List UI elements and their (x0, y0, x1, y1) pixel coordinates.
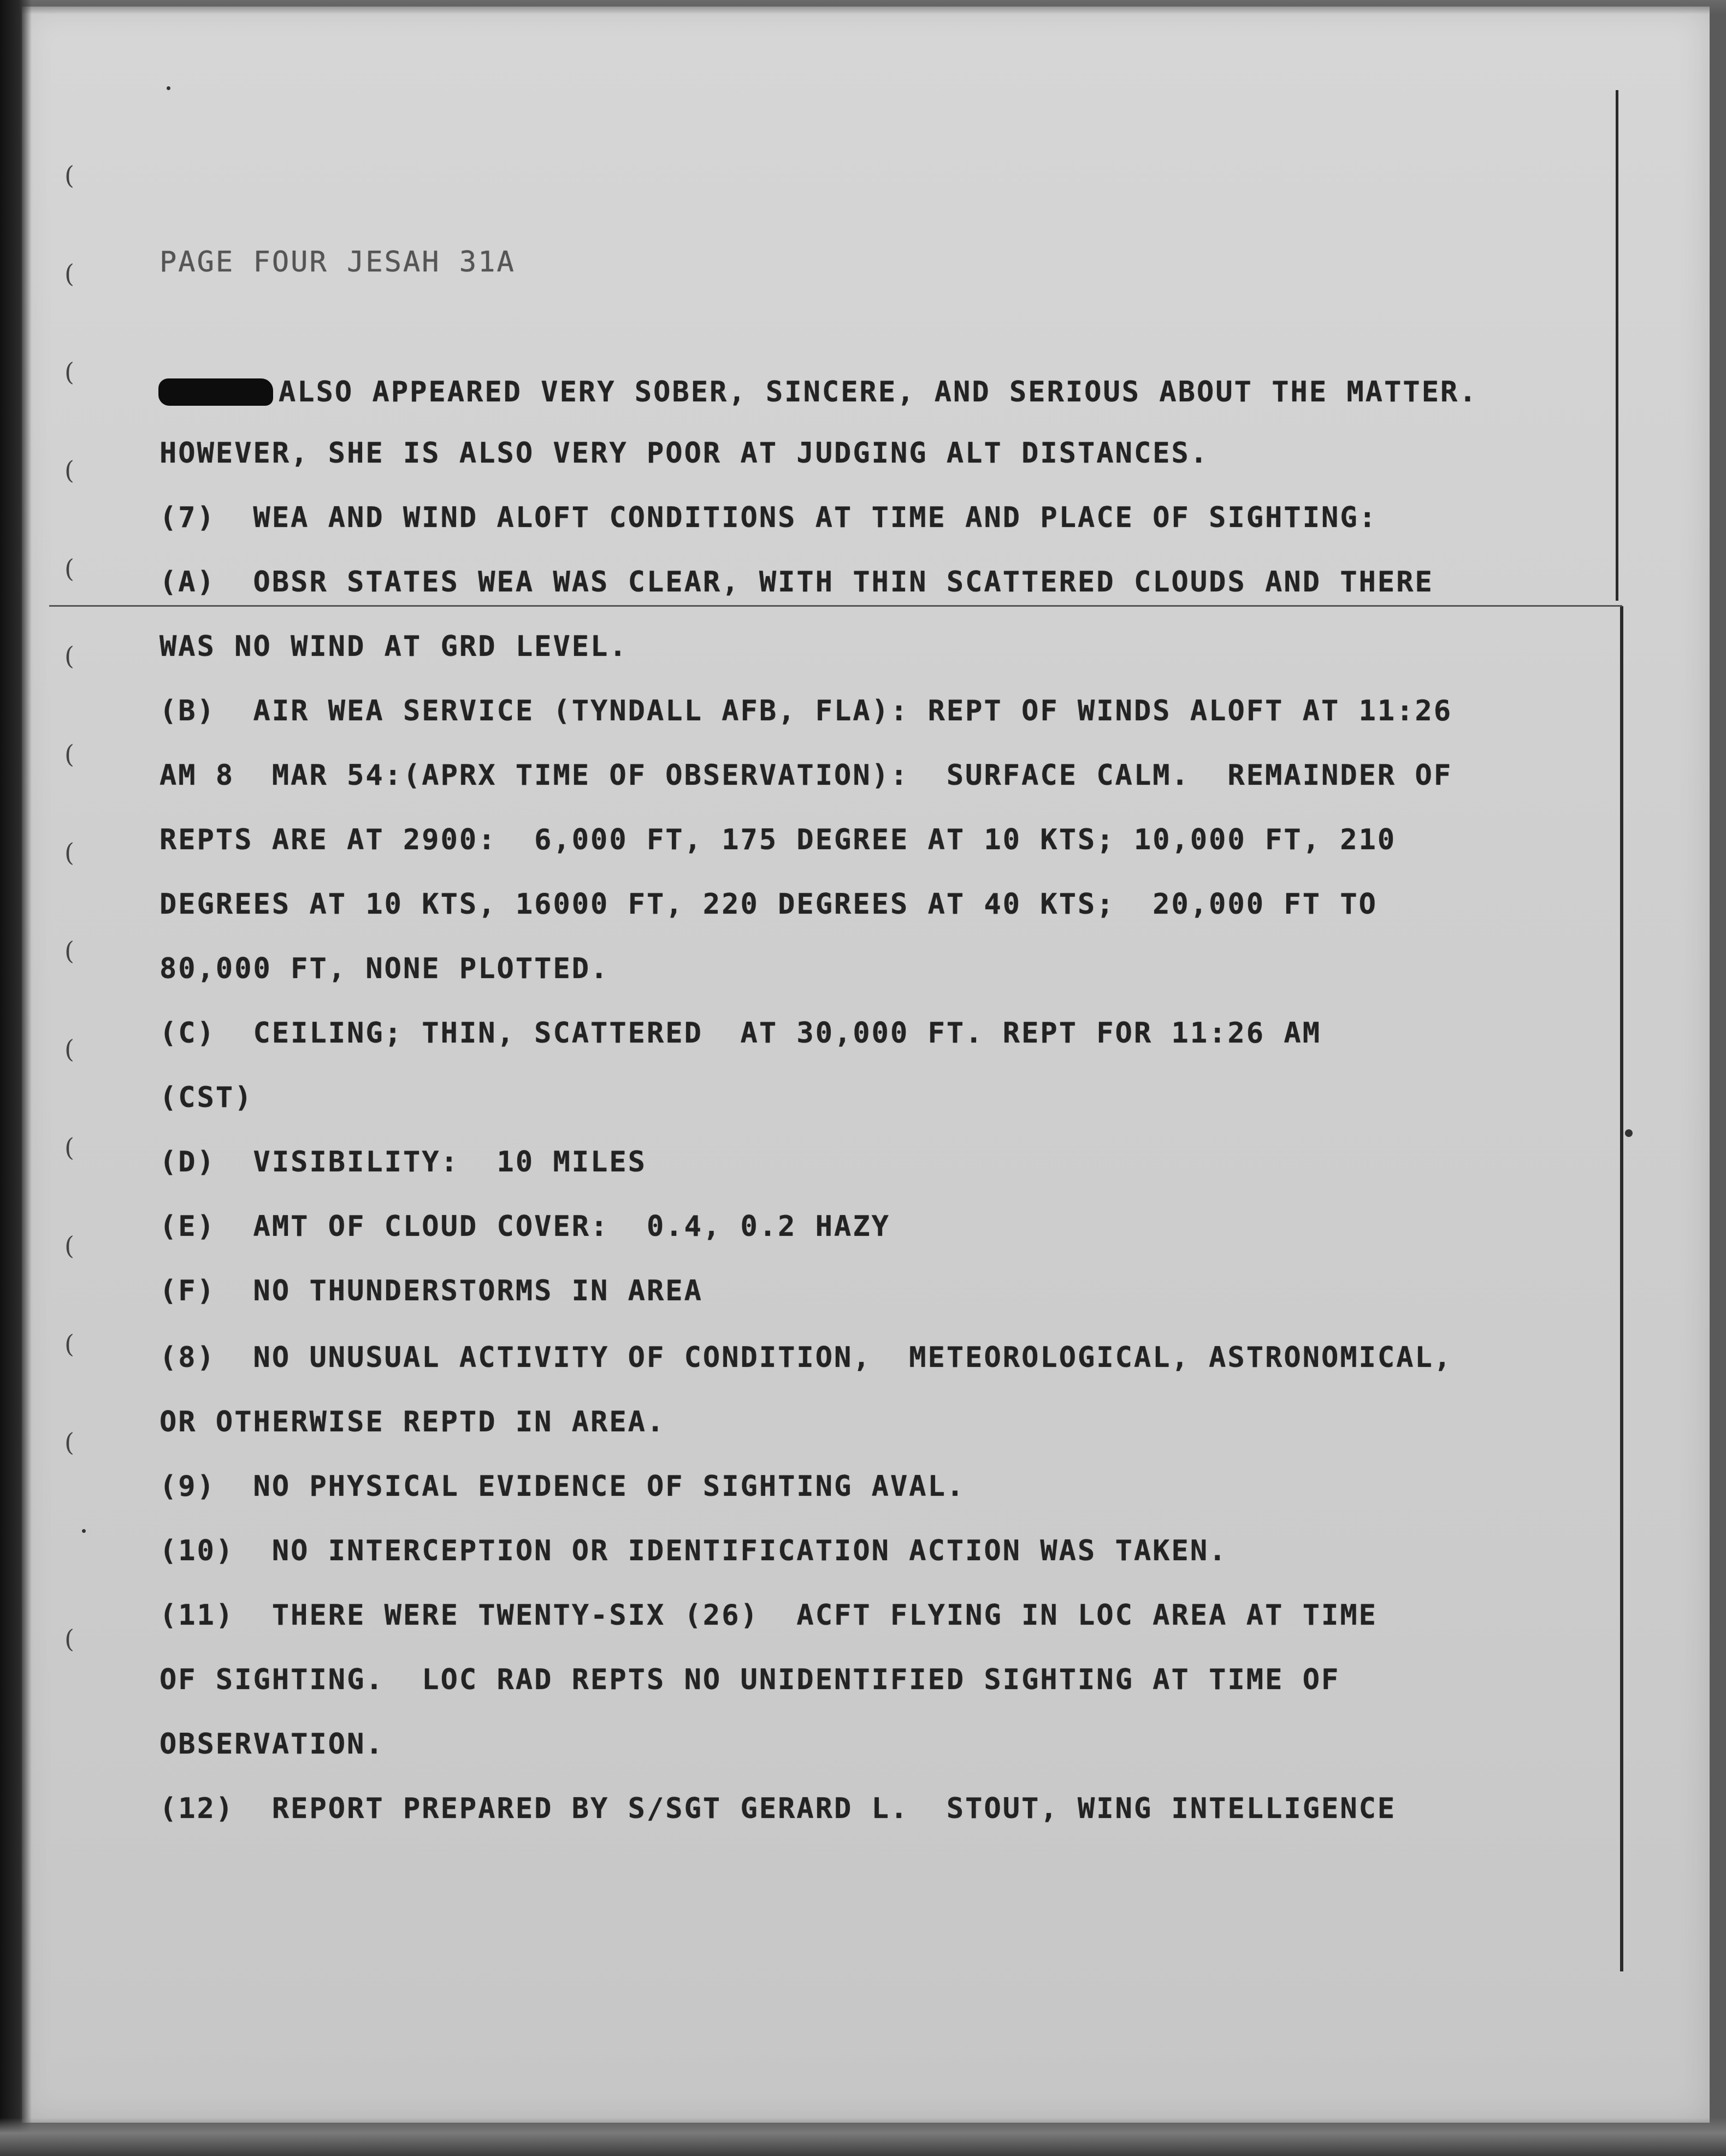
document-line: 80,000 FT, NONE PLOTTED. (159, 952, 610, 985)
speck (167, 86, 170, 90)
binder-mark-icon: ( (64, 1624, 74, 1654)
document-line: (B) AIR WEA SERVICE (TYNDALL AFB, FLA): REPT OF WINDS ALOFT AT 11:26 (159, 695, 1453, 727)
binder-mark-icon: ( (64, 641, 74, 671)
document-line: (11) THERE WERE TWENTY-SIX (26) ACFT FLYING IN LOC AREA AT TIME (159, 1599, 1378, 1632)
document-line: REPTS ARE AT 2900: 6,000 FT, 175 DEGREE AT 10 KTS; 10,000 FT, 210 (159, 824, 1397, 856)
right-border-rule-upper (1616, 90, 1618, 601)
bottom-edge-shadow (0, 2118, 1726, 2156)
binder-mark-icon: ( (64, 554, 74, 583)
document-line: (A) OBSR STATES WEA WAS CLEAR, WITH THIN SCATTERED CLOUDS AND THERE (159, 566, 1434, 599)
document-line: HOWEVER, SHE IS ALSO VERY POOR AT JUDGING ALT DISTANCES. (159, 437, 1209, 470)
left-edge-shadow (0, 0, 32, 2156)
binder-mark-icon: ( (64, 1329, 74, 1359)
document-line: (CST) (159, 1081, 253, 1114)
speck (1625, 1129, 1633, 1137)
binder-mark-icon: ( (64, 838, 74, 867)
document-line: AM 8 MAR 54:(APRX TIME OF OBSERVATION): SURFACE CALM. REMAINDER OF (159, 759, 1453, 792)
document-line: (E) AMT OF CLOUD COVER: 0.4, 0.2 HAZY (159, 1210, 890, 1243)
document-line: DEGREES AT 10 KTS, 16000 FT, 220 DEGREES AT 40 KTS; 20,000 FT TO (159, 888, 1378, 921)
fold-line (49, 605, 1622, 607)
document-line: (D) VISIBILITY: 10 MILES (159, 1146, 647, 1178)
page-header: PAGE FOUR JESAH 31A (159, 246, 516, 279)
binder-mark-icon: ( (64, 1231, 74, 1260)
document-line: (12) REPORT PREPARED BY S/SGT GERARD L. STOUT, WING INTELLIGENCE (159, 1792, 1397, 1825)
document-line: OBSERVATION. (159, 1728, 385, 1761)
top-edge-shadow (0, 0, 1726, 14)
binder-mark-icon: ( (64, 739, 74, 769)
binder-mark-icon: ( (64, 936, 74, 966)
binder-mark-icon: ( (64, 1133, 74, 1162)
speck (82, 1529, 86, 1533)
document-line: OR OTHERWISE REPTD IN AREA. (159, 1406, 666, 1438)
binder-mark-icon: ( (64, 1428, 74, 1457)
document-line: ALSO APPEARED VERY SOBER, SINCERE, AND SERIOUS ABOUT THE MATTER. (279, 376, 1478, 408)
document-line: (9) NO PHYSICAL EVIDENCE OF SIGHTING AVAL. (159, 1470, 966, 1503)
document-line: (8) NO UNUSUAL ACTIVITY OF CONDITION, METEOROLOGICAL, ASTRONOMICAL, (159, 1341, 1453, 1374)
binder-mark-icon: ( (64, 1034, 74, 1064)
binder-mark-icon: ( (64, 161, 74, 190)
document-line: (10) NO INTERCEPTION OR IDENTIFICATION ACTION WAS TAKEN. (159, 1535, 1228, 1567)
document-line: WAS NO WIND AT GRD LEVEL. (159, 630, 628, 663)
document-line: OF SIGHTING. LOC RAD REPTS NO UNIDENTIFIED SIGHTING AT TIME OF (159, 1663, 1340, 1696)
binder-mark-icon: ( (64, 357, 74, 387)
binder-mark-icon: ( (64, 259, 74, 288)
right-border-rule-lower (1620, 606, 1623, 1971)
binder-mark-icon: ( (64, 455, 74, 485)
document-line: (F) NO THUNDERSTORMS IN AREA (159, 1275, 703, 1307)
document-line: (7) WEA AND WIND ALOFT CONDITIONS AT TIME AND PLACE OF SIGHTING: (159, 501, 1378, 534)
redaction-block (158, 378, 273, 406)
document-line: (C) CEILING; THIN, SCATTERED AT 30,000 FT. REPT FOR 11:26 AM (159, 1017, 1322, 1050)
